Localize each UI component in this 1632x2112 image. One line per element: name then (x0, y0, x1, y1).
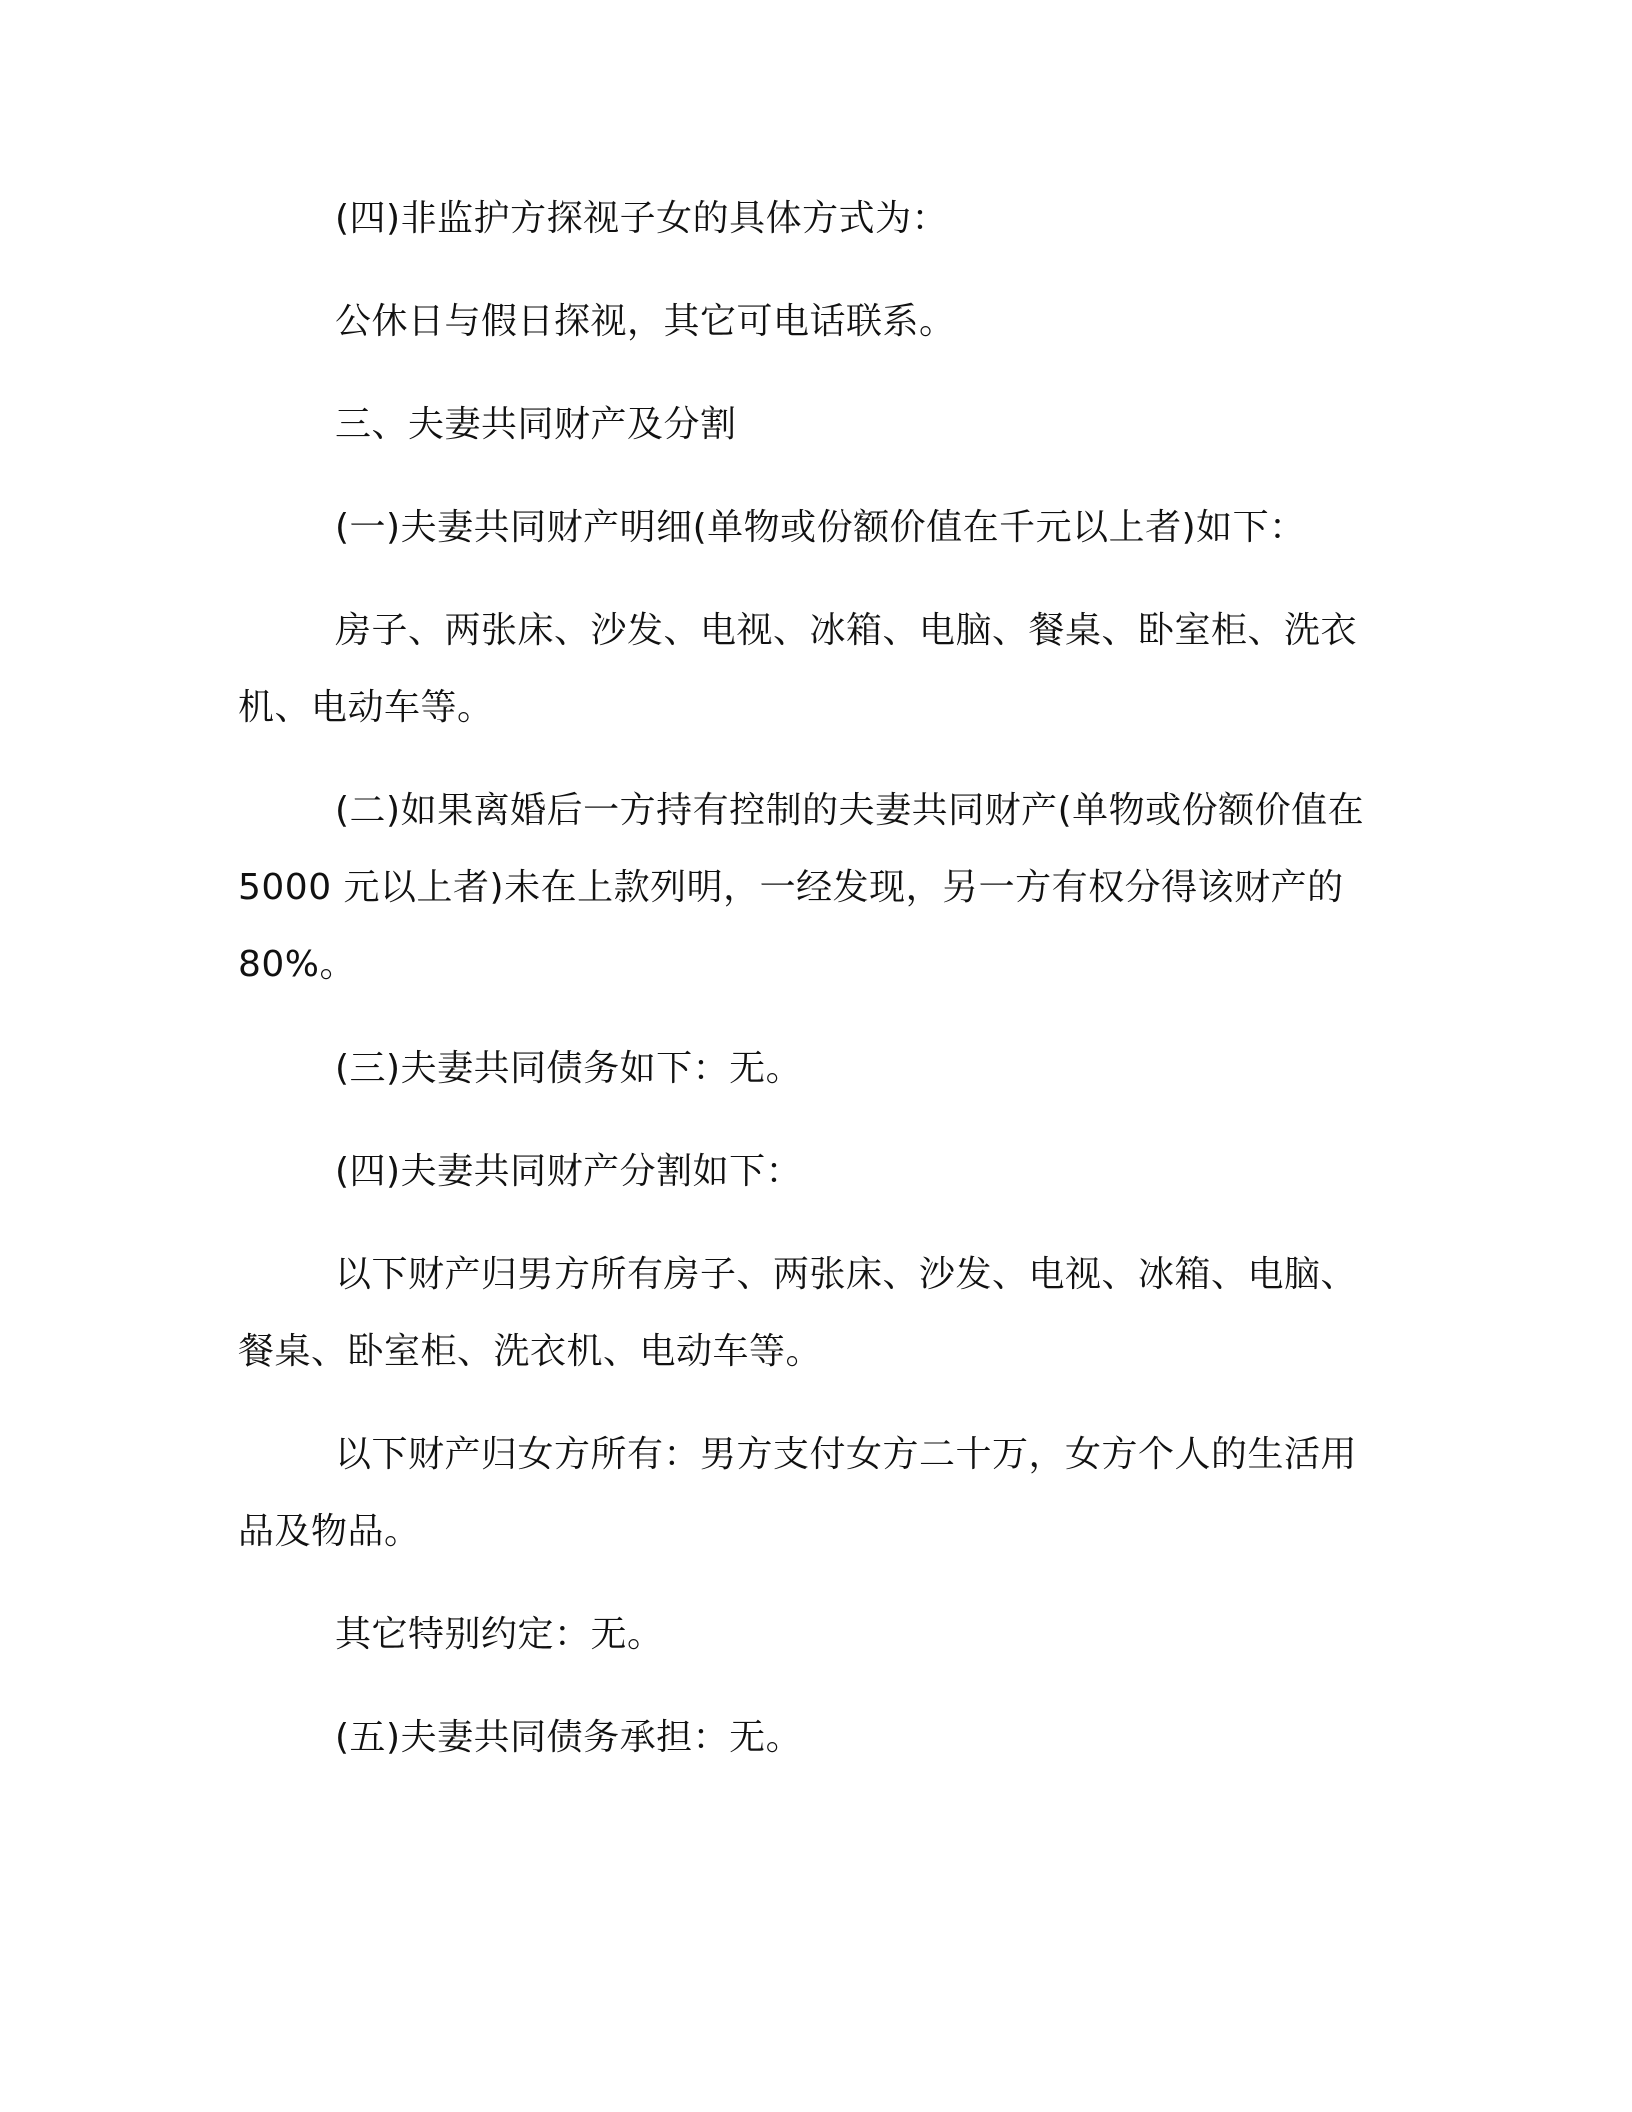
paragraph-property-list: 房子、两张床、沙发、电视、冰箱、电脑、餐桌、卧室柜、洗衣机、电动车等。 (238, 610, 1358, 728)
paragraph-joint-debts: (三)夫妻共同债务如下：无。 (335, 1048, 803, 1089)
section-heading-joint-property: 三、夫妻共同财产及分割 (335, 404, 737, 445)
paragraph-property-division-intro: (四)夫妻共同财产分割如下： (335, 1151, 803, 1192)
paragraph-debt-bearing: (五)夫妻共同债务承担：无。 (335, 1717, 803, 1758)
paragraph-visitation-detail: 公休日与假日探视，其它可电话联系。 (335, 301, 956, 342)
paragraph-property-to-wife: 以下财产归女方所有：男方支付女方二十万，女方个人的生活用品及物品。 (238, 1434, 1358, 1552)
paragraph-property-list-intro: (一)夫妻共同财产明细(单物或份额价值在千元以上者)如下： (335, 507, 1306, 548)
paragraph-special-agreement: 其它特别约定：无。 (335, 1614, 664, 1655)
paragraph-property-to-husband: 以下财产归男方所有房子、两张床、沙发、电视、冰箱、电脑、餐桌、卧室柜、洗衣机、电动车等。 (238, 1254, 1358, 1372)
paragraph-visitation-method: (四)非监护方探视子女的具体方式为： (335, 198, 949, 239)
paragraph-undisclosed-property: (二)如果离婚后一方持有控制的夫妻共同财产(单物或份额价值在 5000 元以上者)未在上款列明，一经发现，另一方有权分得该财产的 80%。 (238, 790, 1365, 985)
